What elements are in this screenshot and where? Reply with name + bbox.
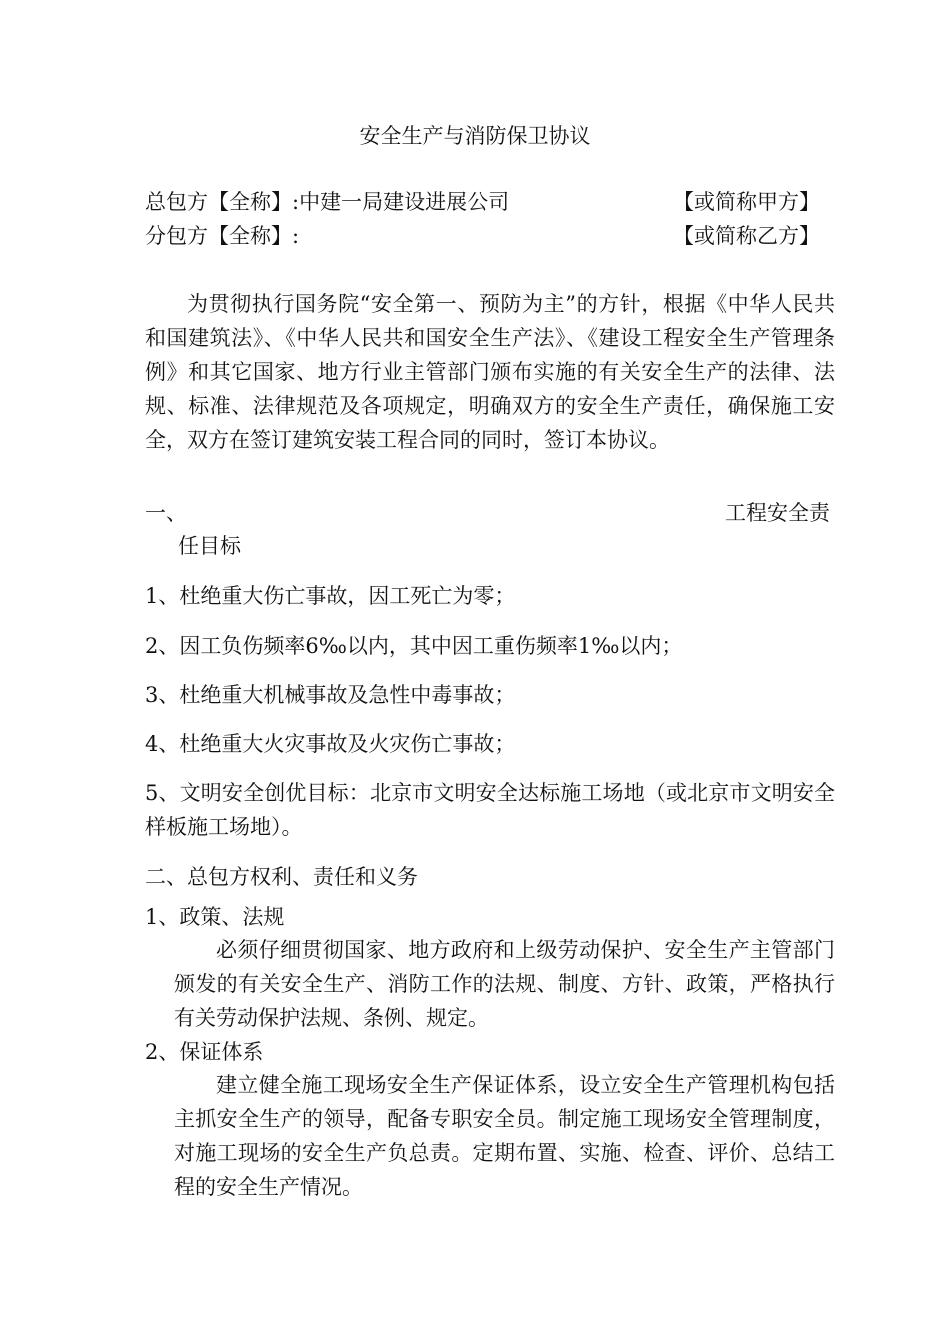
contractor-short-name: 【或简称甲方】 bbox=[673, 190, 820, 214]
target-item-3: 3、杜绝重大机械事故及急性中毒事故； bbox=[145, 683, 516, 707]
document-title: 安全生产与消防保卫协议 bbox=[359, 124, 591, 148]
contractor-line: 总包方【全称】:中建一局建设进展公司 bbox=[145, 190, 510, 214]
section1-number: 一、 bbox=[145, 501, 187, 525]
section2-title: 二、总包方权利、责任和义务 bbox=[145, 865, 418, 889]
target-item-1: 1、杜绝重大伤亡事故，因工死亡为零； bbox=[145, 584, 516, 608]
intro-paragraph: 为贯彻执行国务院“安全第一、预防为主”的方针，根据《中华人民共和国建筑法》、《中华人民共和国安全生产法》、《建设工程安全生产管理条例》和其它国家、地方行业主管部门颁布实施的有关安全生产的法律、法规、标准、法律规范及各项规定，明确双方的安全生产责任，确保施工安全，双方在签订建筑安装工程合同的同时，签订本协议。 bbox=[145, 292, 835, 452]
subcontractor-short-name: 【或简称乙方】 bbox=[673, 224, 820, 248]
section1-title-part2: 任目标 bbox=[178, 534, 241, 558]
section1-title-part1: 工程安全责 bbox=[725, 501, 830, 525]
target-item-5: 5、文明安全创优目标：北京市文明安全达标施工场地（或北京市文明安全样板施工场地）。 bbox=[145, 781, 835, 839]
section2-sub2-title: 2、保证体系 bbox=[145, 1040, 264, 1064]
section2-sub2-body: 建立健全施工现场安全生产保证体系，设立安全生产管理机构包括主抓安全生产的领导，配备专职安全员。制定施工现场安全管理制度，对施工现场的安全生产负总责。定期布置、实施、检查、评价、总结工程的安全生产情况。 bbox=[174, 1073, 835, 1199]
target-item-4: 4、杜绝重大火灾事故及火灾伤亡事故； bbox=[145, 732, 516, 756]
target-item-2: 2、因工负伤频率6‰以内，其中因工重伤频率1‰以内； bbox=[145, 634, 683, 658]
section2-sub1-body: 必须仔细贯彻国家、地方政府和上级劳动保护、安全生产主管部门颁发的有关安全生产、消防工作的法规、制度、方针、政策，严格执行有关劳动保护法规、条例、规定。 bbox=[174, 938, 835, 1030]
section2-sub1-title: 1、政策、法规 bbox=[145, 905, 285, 929]
subcontractor-line: 分包方【全称】: bbox=[145, 224, 300, 248]
